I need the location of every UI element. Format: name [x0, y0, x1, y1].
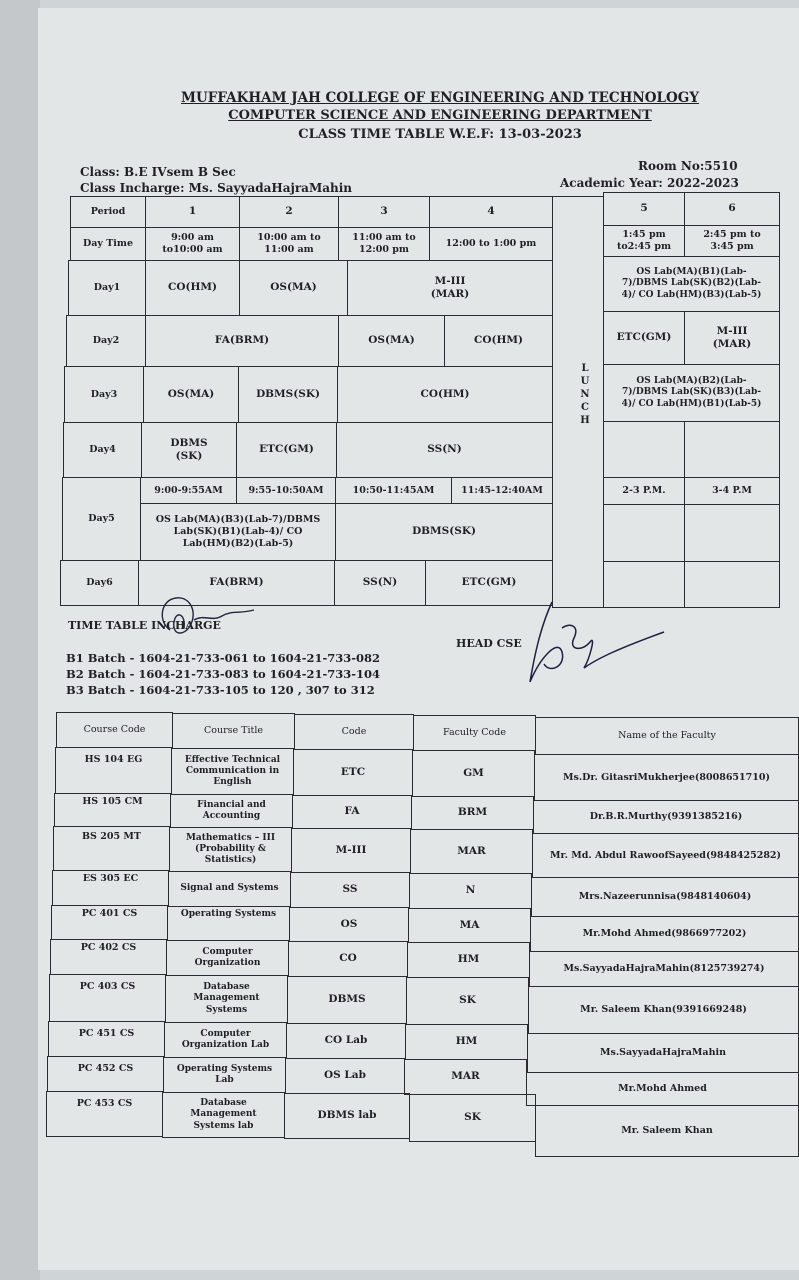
- course-title: Operating Systems Lab: [163, 1057, 286, 1093]
- time-1: 9:00 am to10:00 am: [145, 227, 240, 261]
- course-title: Financial and Accounting: [170, 794, 293, 828]
- incharge-signature: [150, 592, 260, 640]
- batch-b2: B2 Batch - 1604-21-733-083 to 1604-21-733-104: [66, 667, 381, 681]
- course-title: Computer Organization Lab: [164, 1022, 287, 1058]
- course-title: Database Management Systems lab: [162, 1092, 285, 1138]
- course-code: HS 105 CM: [54, 793, 171, 827]
- day5-time-3: 10:50-11:45AM: [335, 477, 452, 504]
- faculty-name: Ms.SayyadaHajraMahin: [527, 1033, 799, 1073]
- period-6: 6: [684, 192, 780, 226]
- faculty-code: SK: [406, 977, 529, 1025]
- faculty-name: Mrs.Nazeerunnisa(9848140604): [531, 877, 799, 917]
- batch-b3: B3 Batch - 1604-21-733-105 to 120 , 307 to 312: [66, 683, 375, 697]
- day1-label: Day1: [68, 260, 146, 316]
- day5-time-1: 9:00-9:55AM: [140, 477, 237, 504]
- day4-label: Day4: [63, 422, 142, 478]
- hdr-course-code: Course Code: [56, 712, 173, 748]
- day2-p3: OS(MA): [338, 315, 445, 367]
- day1-p1: CO(HM): [145, 260, 240, 316]
- day1-p2: OS(MA): [239, 260, 348, 316]
- page-shadow: [0, 0, 40, 1280]
- timetable-incharge-label: TIME TABLE INCHARGE: [68, 619, 221, 632]
- day1-p34: M-III (MAR): [347, 260, 553, 316]
- faculty-code: MA: [408, 908, 531, 943]
- period-3: 3: [338, 196, 430, 228]
- batch-b1: B1 Batch - 1604-21-733-061 to 1604-21-733-082: [66, 651, 381, 665]
- day2-label: Day2: [66, 315, 146, 367]
- course-short-code: FA: [292, 795, 412, 829]
- course-short-code: DBMS lab: [284, 1093, 410, 1139]
- day2-p6: M-III (MAR): [684, 311, 780, 365]
- day5-time-6: 3-4 P.M: [684, 477, 780, 505]
- time-4: 12:00 to 1:00 pm: [429, 227, 553, 261]
- course-title: Computer Organization: [166, 940, 289, 976]
- day5-label: Day5: [62, 477, 141, 561]
- day3-p56: OS Lab(MA)(B2)(Lab- 7)/DBMS Lab(SK)(B3)(Lab- 4)/ CO Lab(HM)(B1)(Lab-5): [603, 364, 780, 422]
- day2-p12: FA(BRM): [145, 315, 339, 367]
- day-time-header: Day Time: [70, 227, 146, 261]
- hdr-faculty-name: Name of the Faculty: [535, 717, 799, 755]
- hdr-course-title: Course Title: [172, 713, 295, 749]
- day6-p6: [684, 561, 780, 608]
- period-5: 5: [603, 192, 685, 226]
- faculty-code: GM: [412, 750, 535, 797]
- period-2: 2: [239, 196, 339, 228]
- day4-p34: SS(N): [336, 422, 553, 478]
- faculty-name: Dr.B.R.Murthy(9391385216): [533, 800, 799, 834]
- day3-label: Day3: [64, 366, 144, 423]
- day2-p4: CO(HM): [444, 315, 553, 367]
- faculty-code: HM: [407, 942, 530, 978]
- course-title: Mathematics – III (Probability & Statistics): [169, 827, 292, 872]
- day5-time-2: 9:55-10:50AM: [236, 477, 336, 504]
- course-short-code: M-III: [291, 828, 411, 873]
- day4-p6: [684, 421, 780, 478]
- faculty-name: Mr. Saleem Khan: [535, 1105, 799, 1157]
- head-signature: [500, 598, 670, 688]
- day6-label: Day6: [60, 560, 139, 606]
- course-code: PC 452 CS: [47, 1056, 164, 1092]
- time-2: 10:00 am to 11:00 am: [239, 227, 339, 261]
- timetable-title: CLASS TIME TABLE W.E.F: 13-03-2023: [298, 127, 582, 142]
- course-code: PC 453 CS: [46, 1091, 163, 1137]
- faculty-name: Ms.Dr. GitasriMukherjee(8008651710): [534, 754, 799, 801]
- day4-p1: DBMS (SK): [141, 422, 237, 478]
- day5-p6: [684, 504, 780, 562]
- course-code: PC 403 CS: [49, 974, 166, 1022]
- faculty-code: BRM: [411, 796, 534, 830]
- faculty-name: Mr.Mohd Ahmed: [526, 1072, 799, 1106]
- day5-p12: OS Lab(MA)(B3)(Lab-7)/DBMS Lab(SK)(B1)(Lab-4)/ CO Lab(HM)(B2)(Lab-5): [140, 503, 336, 561]
- period-header: Period: [70, 196, 146, 228]
- course-short-code: OS: [289, 907, 409, 942]
- course-short-code: CO Lab: [286, 1023, 406, 1059]
- day5-p34: DBMS(SK): [335, 503, 553, 561]
- day5-time-5: 2-3 P.M.: [603, 477, 685, 505]
- hdr-faculty-code: Faculty Code: [413, 715, 536, 751]
- day6-p4: ETC(GM): [425, 560, 553, 606]
- time-3: 11:00 am to 12:00 pm: [338, 227, 430, 261]
- faculty-code: N: [409, 873, 532, 909]
- faculty-name: Mr.Mohd Ahmed(9866977202): [530, 916, 799, 952]
- course-code: HS 104 EG: [55, 747, 172, 794]
- course-short-code: CO: [288, 941, 408, 977]
- faculty-code: HM: [405, 1024, 528, 1060]
- faculty-code: SK: [409, 1094, 536, 1142]
- course-code: PC 402 CS: [50, 939, 167, 975]
- class-incharge: Class Incharge: Ms. SayyadaHajraMahin: [80, 181, 353, 195]
- day3-p1: OS(MA): [143, 366, 239, 423]
- course-title: Operating Systems: [167, 906, 290, 941]
- lunch-label: L U N C H: [580, 363, 590, 426]
- faculty-code: MAR: [410, 829, 533, 874]
- period-1: 1: [145, 196, 240, 228]
- faculty-name: Mr. Md. Abdul RawoofSayeed(9848425282): [532, 833, 799, 878]
- day4-p5: [603, 421, 685, 478]
- room-number: Room No:5510: [638, 159, 738, 173]
- hdr-code: Code: [294, 714, 414, 750]
- course-short-code: ETC: [293, 749, 413, 796]
- course-title: Signal and Systems: [168, 871, 291, 907]
- college-name: MUFFAKHAM JAH COLLEGE OF ENGINEERING AND TECHNOLOGY: [181, 90, 699, 106]
- day5-time-4: 11:45-12:40AM: [451, 477, 553, 504]
- period-4: 4: [429, 196, 553, 228]
- course-short-code: SS: [290, 872, 410, 908]
- day4-p2: ETC(GM): [236, 422, 337, 478]
- day1-p56: OS Lab(MA)(B1)(Lab- 7)/DBMS Lab(SK)(B2)(Lab- 4)/ CO Lab(HM)(B3)(Lab-5): [603, 256, 780, 312]
- course-code: PC 451 CS: [48, 1021, 165, 1057]
- day6-p12: FA(BRM): [138, 560, 335, 606]
- day3-p2: DBMS(SK): [238, 366, 338, 423]
- time-6: 2:45 pm to 3:45 pm: [684, 225, 780, 257]
- course-code: BS 205 MT: [53, 826, 170, 871]
- course-code: ES 305 EC: [52, 870, 169, 906]
- day5-p5: [603, 504, 685, 562]
- faculty-name: Ms.SayyadaHajraMahin(8125739274): [529, 951, 799, 987]
- course-code: PC 401 CS: [51, 905, 168, 940]
- faculty-name: Mr. Saleem Khan(9391669248): [528, 986, 799, 1034]
- course-short-code: OS Lab: [285, 1058, 405, 1094]
- day2-p5: ETC(GM): [603, 311, 685, 365]
- head-label: HEAD CSE: [456, 637, 522, 650]
- course-short-code: DBMS: [287, 976, 407, 1024]
- day6-p3: SS(N): [334, 560, 426, 606]
- academic-year: Academic Year: 2022-2023: [560, 176, 739, 190]
- faculty-code: MAR: [404, 1059, 527, 1095]
- time-5: 1:45 pm to2:45 pm: [603, 225, 685, 257]
- class-label: Class: B.E IVsem B Sec: [80, 165, 236, 179]
- day3-p34: CO(HM): [337, 366, 553, 423]
- course-title: Effective Technical Communication in English: [171, 748, 294, 795]
- department-name: COMPUTER SCIENCE AND ENGINEERING DEPARTMENT: [228, 108, 652, 123]
- course-title: Database Management Systems: [165, 975, 288, 1023]
